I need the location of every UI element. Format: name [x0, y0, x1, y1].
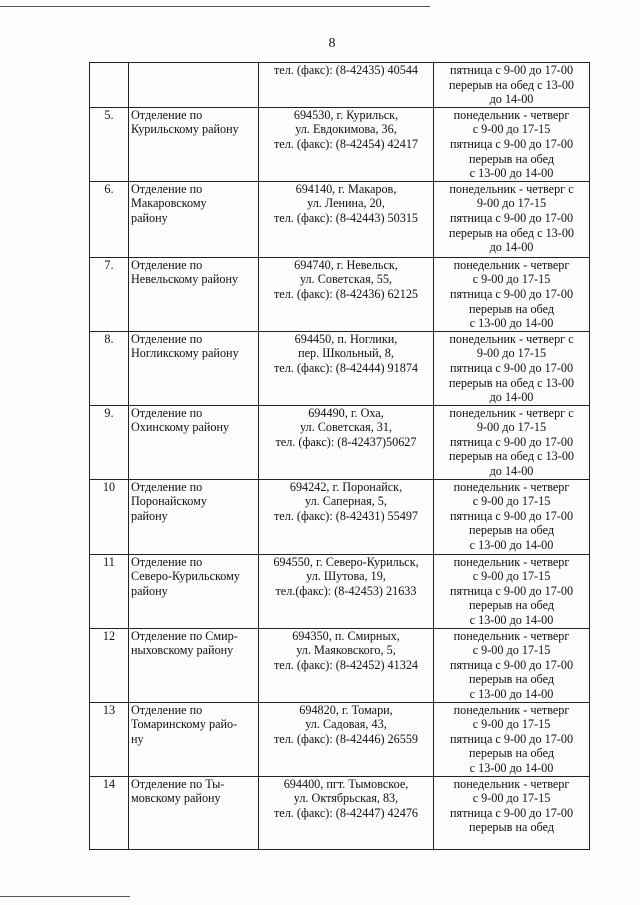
office-name-line: Отделение по [131, 702, 203, 717]
hours-line: с 13-00 до 14-00 [469, 316, 554, 331]
hours-line: с 9-00 до 17-15 [472, 717, 551, 732]
office-name-line: Отделение по [131, 331, 203, 346]
row-number: 7. [104, 257, 114, 272]
hours-line: понедельник - четверг с [449, 181, 574, 196]
row-number-cell [90, 63, 129, 108]
address-line: 694490, г. Оха, [308, 405, 384, 420]
address-cell [259, 257, 434, 331]
office-name-line: Невельскому району [131, 272, 239, 287]
address-line: ул. Садовая, 43, [305, 717, 387, 732]
hours-cell [434, 702, 590, 776]
office-name-line: Отделение по [131, 181, 203, 196]
hours-line: пятница с 9-00 до 17-00 [449, 286, 574, 301]
address-line: пер. Школьный, 8, [298, 346, 394, 361]
address-cell [259, 628, 434, 702]
office-name-cell [129, 776, 259, 849]
hours-line: до 14-00 [489, 240, 534, 255]
address-line: 694242, г. Поронайск, [289, 479, 403, 494]
hours-cell [434, 63, 590, 108]
address-line: тел. (факс): (8-42447) 42476 [273, 805, 419, 820]
hours-line: понедельник - четверг [453, 554, 570, 569]
row-number: 14 [102, 776, 116, 791]
address-line: тел. (факс): (8-42454) 42417 [273, 136, 419, 151]
office-name-line: Отделение по [131, 107, 203, 122]
address-line: 694350, п. Смирных, [292, 628, 400, 643]
office-name-line: Отделение по [131, 479, 203, 494]
hours-line: пятница с 9-00 до 17-00 [449, 434, 574, 449]
office-name-line: Отделение по [131, 257, 203, 272]
address-line: тел. (факс): (8-42437)50627 [275, 434, 417, 449]
address-line: 694400, пгт. Тымовское, [283, 776, 409, 791]
office-name-cell [129, 181, 259, 257]
row-number-cell [90, 107, 129, 181]
hours-cell [434, 181, 590, 257]
office-name-line: району [131, 210, 168, 225]
office-name-line: Отделение по [131, 554, 203, 569]
hours-line: с 13-00 до 14-00 [469, 687, 554, 701]
table-row [90, 628, 590, 702]
hours-line: пятница с 9-00 до 17-00 [449, 805, 574, 820]
hours-line: перерыв на обед [468, 301, 555, 316]
office-name-cell [129, 554, 259, 628]
hours-line: перерыв на обед [468, 820, 555, 835]
office-name-line: Курильскому району [131, 122, 239, 137]
office-name-line: району [131, 583, 168, 598]
page-number: 8 [328, 36, 336, 51]
hours-line: понедельник - четверг [453, 257, 570, 272]
row-number: 11 [103, 554, 115, 569]
hours-line: до 14-00 [489, 92, 534, 107]
table-row [90, 776, 590, 849]
hours-line: пятница с 9-00 до 17-00 [449, 508, 574, 523]
hours-line: понедельник - четверг [453, 776, 570, 791]
address-line: тел. (факс): (8-42435) 40544 [273, 63, 419, 77]
hours-line: пятница с 9-00 до 17-00 [449, 731, 574, 746]
hours-line: с 13-00 до 14-00 [469, 166, 554, 181]
hours-line: с 9-00 до 17-15 [472, 494, 551, 509]
hours-line: перерыв на обед [468, 672, 555, 687]
address-line: 694740, г. Невельск, [294, 257, 398, 272]
hours-line: понедельник - четверг с [449, 331, 574, 346]
address-cell [259, 107, 434, 181]
address-line: 694450, п. Ноглики, [294, 331, 398, 346]
row-number-cell [90, 405, 129, 479]
row-number-cell [90, 479, 129, 554]
hours-cell [434, 107, 590, 181]
table-row [90, 479, 590, 554]
bottom-rule [0, 896, 130, 897]
office-name-cell [129, 702, 259, 776]
hours-line: с 13-00 до 14-00 [469, 760, 554, 775]
table-row [90, 405, 590, 479]
office-name-line: ныховскому району [131, 643, 234, 658]
address-line: 694140, г. Макаров, [295, 181, 397, 196]
address-cell [259, 776, 434, 849]
hours-line: перерыв на обед с 13-00 [448, 225, 575, 240]
office-name-line: Отделение по [131, 405, 203, 420]
row-number: 13 [102, 702, 116, 717]
hours-line: 9-00 до 17-15 [476, 346, 547, 361]
address-line: ул. Маяковского, 5, [296, 643, 396, 658]
row-number-cell [90, 181, 129, 257]
office-name-cell [129, 331, 259, 405]
office-name-line: Поронайскому [131, 494, 207, 509]
office-name-cell [129, 257, 259, 331]
office-name-cell [129, 405, 259, 479]
table-row [90, 554, 590, 628]
office-name-line: Томаринскому райо- [131, 717, 238, 732]
address-line: 694820, г. Томари, [299, 702, 393, 717]
address-line: ул. Саперная, 5, [305, 494, 387, 509]
office-name-cell [129, 63, 259, 108]
table-row [90, 107, 590, 181]
hours-line: с 13-00 до 14-00 [469, 613, 554, 628]
hours-line: перерыв на обед [468, 746, 555, 761]
address-line: тел. (факс): (8-42452) 41324 [273, 657, 419, 672]
address-cell [259, 181, 434, 257]
table-row [90, 702, 590, 776]
address-cell [259, 554, 434, 628]
top-rule [0, 6, 430, 7]
hours-line: с 9-00 до 17-15 [472, 569, 551, 584]
hours-line: перерыв на обед [468, 151, 555, 166]
hours-line: 9-00 до 17-15 [476, 196, 547, 211]
address-line: ул. Советская, 31, [299, 420, 392, 435]
address-line: тел.(факс): (8-42453) 21633 [275, 583, 417, 598]
address-line: ул. Ленина, 20, [307, 196, 385, 211]
address-line: ул. Октябрьская, 83, [293, 791, 399, 806]
office-name-line: мовскому району [131, 791, 221, 806]
hours-line: перерыв на обед с 13-00 [448, 375, 575, 390]
address-line: 694550, г. Северо-Курильск, [273, 554, 419, 569]
hours-line: 9-00 до 17-15 [476, 420, 547, 435]
table-row [90, 257, 590, 331]
row-number-cell [90, 554, 129, 628]
hours-line: до 14-00 [489, 390, 534, 405]
hours-line: с 9-00 до 17-15 [472, 791, 551, 806]
address-line: 694530, г. Курильск, [293, 107, 399, 122]
row-number: 9. [104, 405, 114, 420]
hours-line: с 13-00 до 14-00 [469, 538, 554, 553]
office-name-line: району [131, 508, 168, 523]
address-line: ул. Советская, 55, [299, 272, 392, 287]
office-name-cell [129, 628, 259, 702]
office-name-line: Макаровскому [131, 196, 207, 211]
row-number-cell [90, 776, 129, 849]
row-number: 5. [104, 107, 114, 122]
office-name-line: Охинскому району [131, 420, 230, 435]
address-cell [259, 702, 434, 776]
hours-line: перерыв на обед с 13-00 [448, 77, 575, 92]
row-number-cell [90, 331, 129, 405]
address-line: тел. (факс): (8-42444) 91874 [273, 360, 419, 375]
hours-line: перерыв на обед [468, 598, 555, 613]
offices-table [89, 62, 590, 850]
office-name-line: Северо-Курильскому [131, 569, 240, 584]
hours-line: пятница с 9-00 до 17-00 [449, 360, 574, 375]
row-number-cell [90, 702, 129, 776]
hours-line: понедельник - четверг [453, 628, 570, 643]
address-cell [259, 405, 434, 479]
hours-cell [434, 257, 590, 331]
row-number: 12 [102, 628, 116, 643]
office-name-line: Отделение по Ты- [131, 776, 225, 791]
row-number: 10 [102, 479, 116, 494]
table-row [90, 331, 590, 405]
table-row [90, 181, 590, 257]
hours-line: пятница с 9-00 до 17-00 [449, 136, 574, 151]
address-cell [259, 63, 434, 108]
hours-line: пятница с 9-00 до 17-00 [449, 583, 574, 598]
office-name-line: Ногликскому району [131, 346, 239, 361]
row-number-cell [90, 628, 129, 702]
address-line: тел. (факс): (8-42431) 55497 [273, 508, 419, 523]
hours-line: понедельник - четверг [453, 479, 570, 494]
office-name-line: ну [131, 731, 144, 746]
hours-cell [434, 776, 590, 849]
hours-line: понедельник - четверг [453, 702, 570, 717]
row-number: 8. [104, 331, 114, 346]
address-line: тел. (факс): (8-42436) 62125 [273, 286, 419, 301]
hours-cell [434, 479, 590, 554]
address-line: тел. (факс): (8-42443) 50315 [273, 210, 419, 225]
hours-cell [434, 554, 590, 628]
office-name-line: Отделение по Смир- [131, 628, 238, 643]
address-cell [259, 479, 434, 554]
hours-line: с 9-00 до 17-15 [472, 272, 551, 287]
hours-line: до 14-00 [489, 464, 534, 479]
hours-cell [434, 628, 590, 702]
hours-line: пятница с 9-00 до 17-00 [449, 63, 574, 77]
hours-line: пятница с 9-00 до 17-00 [449, 210, 574, 225]
address-line: ул. Шутова, 19, [306, 569, 386, 584]
address-cell [259, 331, 434, 405]
row-number: 6. [104, 181, 114, 196]
hours-line: с 9-00 до 17-15 [472, 122, 551, 137]
table-row [90, 63, 590, 108]
hours-line: перерыв на обед [468, 523, 555, 538]
row-number-cell [90, 257, 129, 331]
hours-cell [434, 331, 590, 405]
hours-line: понедельник - четверг [453, 107, 570, 122]
hours-line: с 9-00 до 17-15 [472, 643, 551, 658]
offices-table-body [90, 63, 590, 850]
hours-line: перерыв на обед с 13-00 [448, 449, 575, 464]
hours-cell [434, 405, 590, 479]
hours-line: пятница с 9-00 до 17-00 [449, 657, 574, 672]
address-line: тел. (факс): (8-42446) 26559 [273, 731, 419, 746]
office-name-cell [129, 479, 259, 554]
office-name-cell [129, 107, 259, 181]
hours-line: понедельник - четверг с [449, 405, 574, 420]
address-line: ул. Евдокимова, 36, [295, 122, 397, 137]
